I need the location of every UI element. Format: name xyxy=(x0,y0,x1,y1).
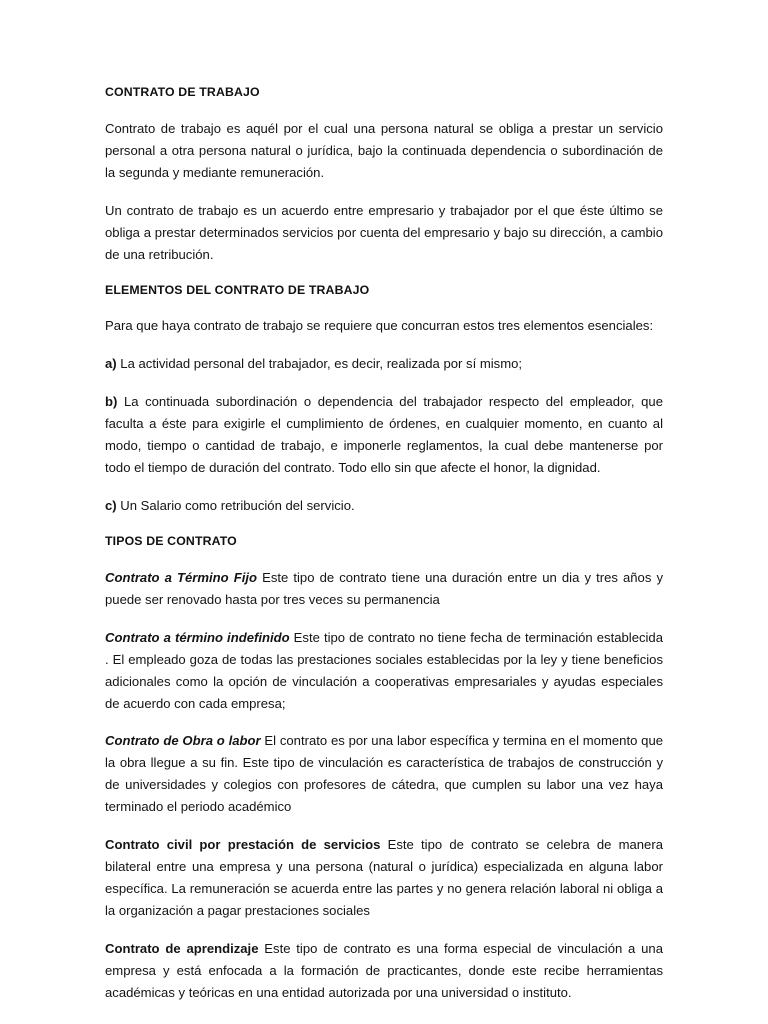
paragraph-tipo-termino-indefinido xyxy=(105,627,663,715)
section-heading-elementos: ELEMENTOS DEL CONTRATO DE TRABAJO xyxy=(105,282,370,297)
paragraph-tipo-obra-labor xyxy=(105,730,663,818)
list-item-elemento-b xyxy=(105,391,663,479)
tipo-lead-aprendizaje: Contrato de aprendizaje xyxy=(105,941,259,957)
tipo-text-obra-labor: El contrato es por una labor específica y termina en el momento que la obra llegue a su fin. Este tipo de vinculación es característica de trabajos de construcción y de universidades y colegios con profesores de cátedra, que cumplen su labor una vez haya terminado el periodo académico xyxy=(105,733,664,815)
list-marker-a: a) xyxy=(105,356,117,372)
tipo-text-aprendizaje: Este tipo de contrato es una forma especial de vinculación a una empresa y está enfocada a la formación de practicantes, donde este recibe herramientas académicas y teóricas en una entidad autorizada por una universidad o instituto. xyxy=(105,941,663,1001)
tipo-text-termino-fijo: Este tipo de contrato tiene una duración entre un dia y tres años y puede ser renovado hasta por tres veces su permanencia xyxy=(105,569,664,607)
list-marker-b: b) xyxy=(105,394,118,410)
paragraph-tipo-termino-fijo xyxy=(105,567,663,611)
heading-block-main xyxy=(105,84,663,101)
tipo-lead-termino-fijo: Contrato a Término Fijo xyxy=(105,569,258,585)
list-text-c: Un Salario como retribución del servicio. xyxy=(116,498,355,513)
paragraph-tipo-prestacion-servicios xyxy=(105,834,663,922)
heading-block-tipos xyxy=(105,533,663,550)
paragraph-definicion-2: Un contrato de trabajo es un acuerdo entre empresario y trabajador por el que éste último se obliga a prestar determinados servicios por cuenta del empresario y bajo su dirección, a cambio de una retribución. xyxy=(105,202,663,262)
tipo-text-prestacion-servicios: Este tipo de contrato se celebra de manera bilateral entre una empresa y una persona (natural o jurídica) especializada en alguna labor específica. La remuneración se acuerda entre las partes y no genera relación laboral ni obliga a la organización a pagar prestaciones sociales xyxy=(105,837,663,919)
list-item-elemento-a xyxy=(105,353,663,375)
heading-block-elementos xyxy=(105,282,663,299)
document-body xyxy=(105,84,663,1004)
page-title: CONTRATO DE TRABAJO xyxy=(105,85,260,99)
section-heading-tipos: TIPOS DE CONTRATO xyxy=(105,533,237,548)
paragraph-elementos-intro: Para que haya contrato de trabajo se requiere que concurran estos tres elementos esenciales: xyxy=(105,318,654,334)
list-text-a: La actividad personal del trabajador, es decir, realizada por sí mismo; xyxy=(116,356,523,372)
tipo-lead-prestacion-servicios: Contrato civil por prestación de servicios xyxy=(105,837,381,853)
list-marker-c: c) xyxy=(105,498,117,513)
tipo-lead-termino-indefinido: Contrato a término indefinido xyxy=(105,629,290,645)
list-text-b: La continuada subordinación o dependencia del trabajador respecto del empleador, que faculta a éste para exigirle el cumplimiento de órdenes, en cualquier momento, en cuanto al modo, tiempo o cantidad de trabajo, e imponerle reglamentos, la cual debe mantenerse por todo el tiempo de duración del contrato. Todo ello sin que afecte el honor, la dignidad. xyxy=(105,394,663,476)
list-item-elemento-c xyxy=(105,495,663,517)
paragraph-tipo-aprendizaje xyxy=(105,938,663,1004)
paragraph-definicion-1: Contrato de trabajo es aquél por el cual una persona natural se obliga a prestar un servicio personal a otra persona natural o jurídica, bajo la continuada dependencia o subordinación de la segunda y mediante remuneración. xyxy=(105,120,663,180)
tipo-lead-obra-labor: Contrato de Obra o labor xyxy=(105,733,261,749)
tipo-text-termino-indefinido: Este tipo de contrato no tiene fecha de terminación establecida . El empleado goza de todas las prestaciones sociales establecidas por la ley y tiene beneficios adicionales como la opción de vinculación a cooperativas empresariales y ayudas especiales de acuerdo con cada empresa; xyxy=(105,629,663,711)
